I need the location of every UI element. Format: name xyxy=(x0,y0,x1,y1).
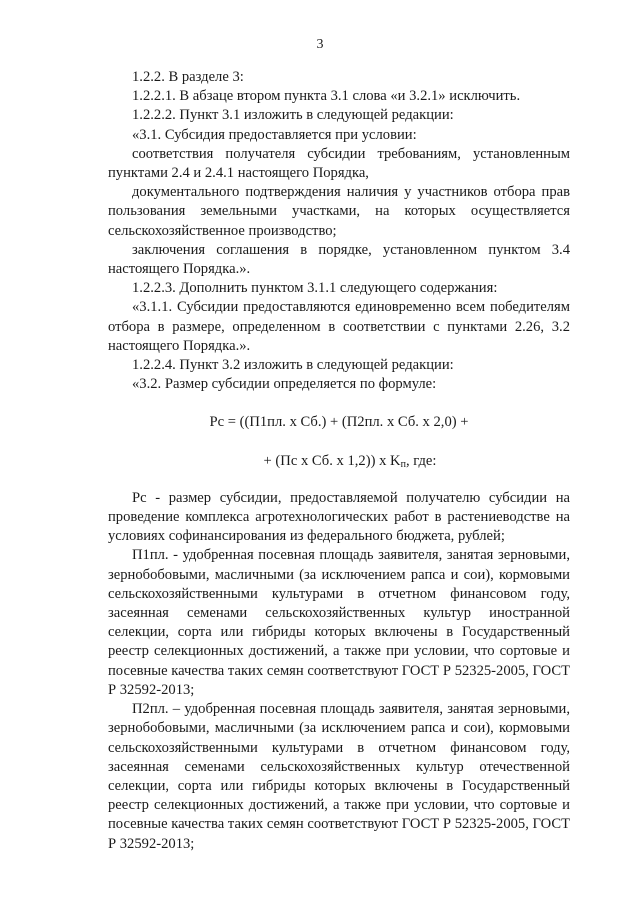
definition-p1pl: П1пл. - удобренная посевная площадь заявителя, занятая зерновыми, зернобобовыми, масличными (за исключением рапса и сои), кормовыми сельскохозяйственными культурами в отчетном финансовом году, засеянная семенами сельскохозяйственных культур иностранной селекции, сорта или гибриды которых включены в Государственный реестр селекционных достижений, а также при условии, что сортовые и посевные качества таких семян соответствуют ГОСТ Р 52325-2005, ГОСТ Р 32592-2013; xyxy=(108,547,570,698)
paragraph-1-2-2-1: 1.2.2.1. В абзаце втором пункта 3.1 слова «и 3.2.1» исключить. xyxy=(132,88,521,105)
paragraph-3-1-1: «3.1.1. Субсидии предоставляются единовременно всем победителям отбора в размере, определенном в соответствии с пунктами 2.26, 3.2 настоящего Порядка.». xyxy=(108,299,570,354)
paragraph-1-2-2-2: 1.2.2.2. Пункт 3.1 изложить в следующей редакции: xyxy=(132,107,454,124)
paragraph-3-1: «3.1. Субсидия предоставляется при условии: xyxy=(132,126,417,143)
formula-line-2 xyxy=(108,452,570,471)
paragraph-condition-3: заключения соглашения в порядке, установленном пунктом 3.4 настоящего Порядка.». xyxy=(108,241,570,278)
paragraph-1-2-2-4: 1.2.2.4. Пункт 3.2 изложить в следующей редакции: xyxy=(132,357,454,374)
paragraph-3-2: «3.2. Размер субсидии определяется по формуле: xyxy=(132,376,437,393)
formula-coefficient-subscript: п xyxy=(400,458,406,470)
definition-p2pl: П2пл. – удобренная посевная площадь заявителя, занятая зерновыми, зернобобовыми, масличными (за исключением рапса и сои), кормовыми сельскохозяйственными культурами в отчетном финансовом году, засеянная семенами сельскохозяйственных культур отечественной селекции, сорта или гибриды которых включены в Государственный реестр селекционных достижений, а также при условии, что сортовые и посевные качества таких семян соответствуют ГОСТ Р 52325-2005, ГОСТ Р 32592-2013; xyxy=(108,701,570,852)
definition-rs: Рс - размер субсидии, предоставляемой получателю субсидии на проведение комплекса агротехнологических работ в растениеводстве на условиях софинансирования из федерального бюджета, рублей; xyxy=(108,489,570,545)
formula-line-2-main: + (Пс х Сб. х 1,2)) х K xyxy=(263,452,401,469)
document-body xyxy=(108,68,570,854)
paragraph-condition-1: соответствия получателя субсидии требованиям, установленным пунктами 2.4 и 2.4.1 настоящего Порядка, xyxy=(108,145,570,182)
formula-line-1: Рс = ((П1пл. х Сб.) + (П2пл. х Сб. х 2,0) + xyxy=(209,414,469,431)
paragraph-condition-2: документального подтверждения наличия у участников отбора прав пользования земельными участками, на которых осуществляется сельскохозяйственное производство; xyxy=(108,184,570,239)
page-number: 3 xyxy=(316,37,324,52)
paragraph-1-2-2: 1.2.2. В разделе 3: xyxy=(132,69,244,85)
paragraph-1-2-2-3: 1.2.2.3. Дополнить пунктом 3.1.1 следующего содержания: xyxy=(132,280,498,297)
formula-line-2-end: , где: xyxy=(405,452,437,469)
